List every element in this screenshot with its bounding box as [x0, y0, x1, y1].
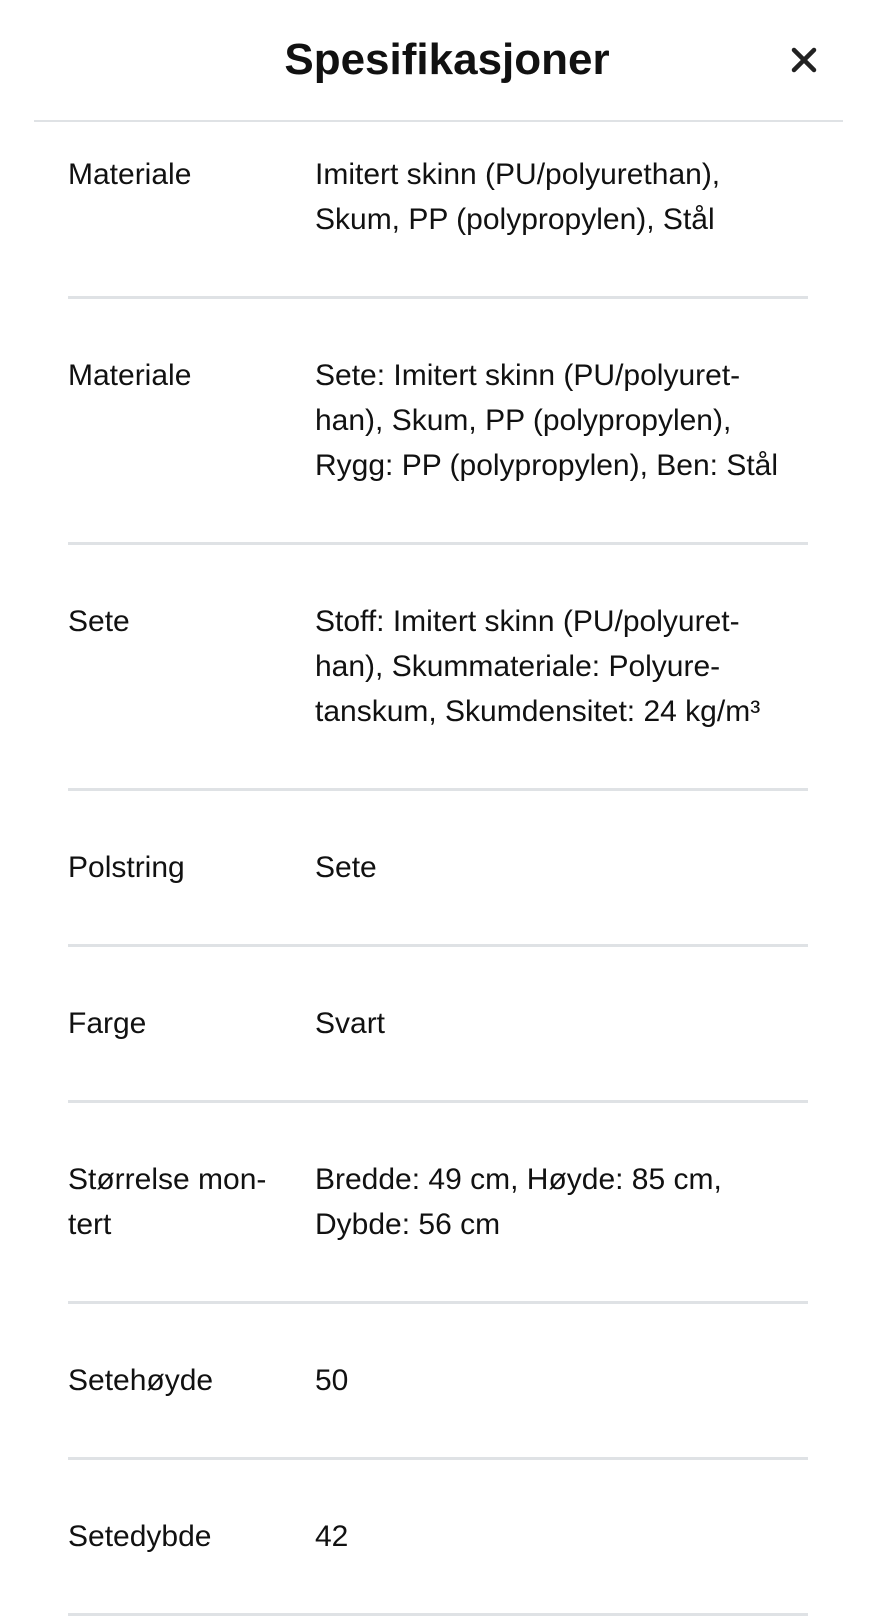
spec-row [68, 1304, 808, 1460]
spec-label [68, 845, 315, 890]
spec-label-line: Størrelse mon- [68, 1163, 267, 1196]
spec-label [68, 1157, 315, 1247]
spec-value [315, 1001, 808, 1046]
spec-value [315, 1157, 808, 1247]
spec-value [315, 1358, 808, 1403]
spec-row [68, 1103, 808, 1304]
close-button[interactable] [786, 42, 822, 78]
spec-value-line: han), Skum, PP (polypropylen), [315, 404, 732, 437]
spec-value-line: Skum, PP (polypropylen), Stål [315, 203, 715, 236]
dialog-header [0, 0, 894, 121]
spec-value [315, 1514, 808, 1559]
spec-value [315, 353, 808, 488]
spec-value-line: 42 [315, 1520, 349, 1553]
spec-label-line: Farge [68, 1007, 147, 1040]
spec-label-line: Sete [68, 605, 130, 638]
spec-value [315, 599, 808, 734]
spec-value-line: tanskum, Skumdensitet: 24 kg/m³ [315, 695, 761, 728]
spec-value [315, 152, 808, 242]
spec-label-line: Setehøyde [68, 1364, 214, 1397]
specifications-list [68, 122, 808, 1616]
spec-label [68, 1001, 315, 1046]
spec-label-line: Materiale [68, 158, 192, 191]
spec-value-line: Dybde: 56 cm [315, 1208, 501, 1241]
spec-row [68, 791, 808, 947]
spec-value [315, 845, 808, 890]
spec-row [68, 947, 808, 1103]
spec-value-line: Rygg: PP (polypropylen), Ben: Stål [315, 449, 779, 482]
spec-value-line: Stoff: Imitert skinn (PU/polyuret- [315, 605, 740, 638]
spec-label [68, 353, 315, 488]
spec-label-line: Setedybde [68, 1520, 212, 1553]
spec-value-line: Svart [315, 1007, 386, 1040]
spec-label [68, 152, 315, 242]
spec-value-line: 50 [315, 1364, 349, 1397]
page-title: Spesifikasjoner [284, 35, 610, 84]
spec-value-line: Imitert skinn (PU/polyurethan), [315, 158, 721, 191]
spec-value-line: Bredde: 49 cm, Høyde: 85 cm, [315, 1163, 722, 1196]
spec-label-line: tert [68, 1208, 112, 1241]
close-icon [786, 42, 822, 78]
spec-value-line: Sete: Imitert skinn (PU/polyuret- [315, 359, 741, 392]
spec-label [68, 1358, 315, 1403]
spec-value-line: han), Skummateriale: Polyure- [315, 650, 721, 683]
spec-label [68, 599, 315, 734]
spec-row [68, 299, 808, 545]
spec-value-line: Sete [315, 851, 377, 884]
spec-label [68, 1514, 315, 1559]
spec-row [68, 122, 808, 299]
spec-label-line: Polstring [68, 851, 185, 884]
spec-row [68, 1460, 808, 1616]
spec-row [68, 545, 808, 791]
spec-label-line: Materiale [68, 359, 192, 392]
